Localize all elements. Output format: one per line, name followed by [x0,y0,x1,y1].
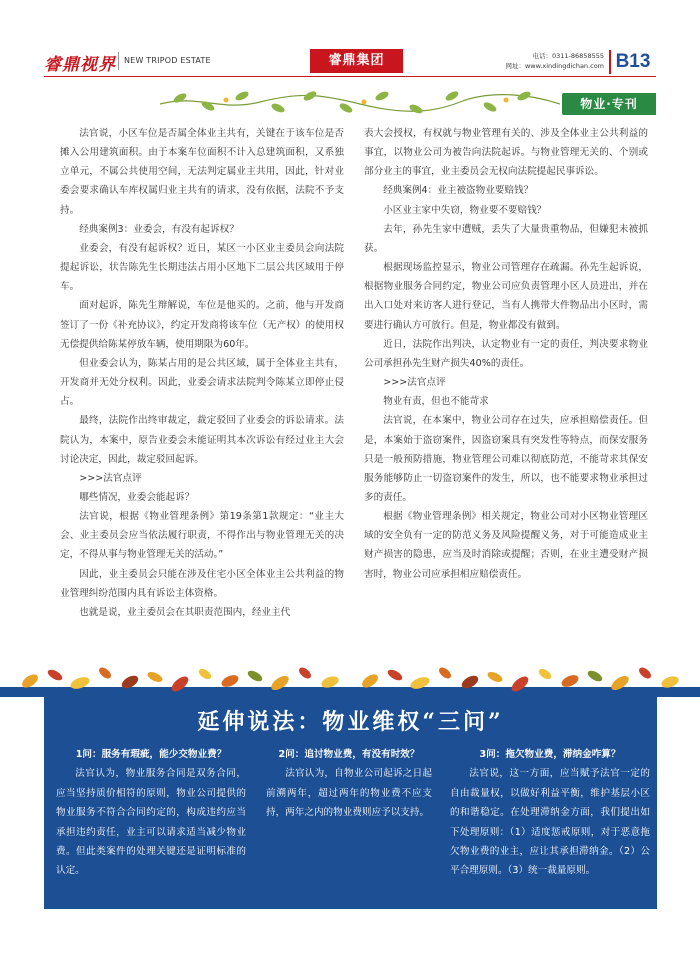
paragraph: 近日，法院作出判决，认定物业有一定的责任，判决要求物业公司承担孙先生财产损失40%的责任。 [364,338,648,369]
paragraph: 法官说，根据《物业管理条例》第19条第1款规定：“业主大会、业主委员会应当依法履行职责，不得作出与物业管理无关的决定，不得从事与物业管理无关的活动。” [60,511,344,561]
question-2 [266,745,432,823]
paragraph: 法官说，在本案中，物业公司存在过失，应承担赔偿责任。但是，本案始于盗窃案件，因盗窃案具有突发性等特点，而保安服务只是一般预防措施，物业管理公司难以彻底防范，不能苛求其保安服务能够防止一切盗窃案件的发生，所以，也不能要求物业承担过多的责任。 [364,415,648,503]
question-3 [450,745,650,881]
paragraph: 根据现场监控显示，物业公司管理存在疏漏。孙先生起诉说，根据物业服务合同约定，物业公司应负责管理小区人员进出，并在出入口处对来访客人进行登记，当有人携带大件物品出小区时，需要进行确认方可放行。但是，物业都没有做到。 [364,262,648,331]
contact-info [498,51,604,71]
question-1 [56,745,246,881]
comment-heading: >>>法官点评 [79,472,142,484]
brand-logo-text: 睿鼎视界 [44,55,116,75]
extension-box [44,695,657,909]
paragraph: 业委会，有没有起诉权？近日，某区一小区业主委员会向法院提起诉讼，状告陈先生长期违法占用小区地下二层公共区域用于停车。 [60,242,344,293]
question-2-heading: 2问：追讨物业费，有没有时效？ [278,749,420,760]
page-header [0,0,700,88]
paragraph: 表大会授权，有权就与物业管理有关的、涉及全体业主公共利益的事宜，以物业公司为被告向法院起诉。与物业管理无关的、个别或部分业主的事宜，业主委员会无权向法院提起民事诉讼。 [364,128,648,178]
question-2-body: 法官认为，自物业公司起诉之日起前溯两年，超过两年的物业费不应支持，两年之内的物业费则应予以支持。 [266,768,432,819]
section-tag: 物业·专刊 [562,93,656,115]
sub-heading: 哪些情况，业委会能起诉？ [79,491,195,503]
sub-heading: 物业有责，但也不能苛求 [383,396,489,408]
paragraph: 法官说，小区车位是否属全体业主共有，关键在于该车位是否摊入公用建筑面积。由于本案车位面积不计入总建筑面积，又系独立单元，不属公共使用空间，无法判定属业主共用，因此，针对业委会要求确认车库权属归业主共有的请求，没有依据，法院不予支持。 [60,128,344,216]
header-rule [44,76,656,77]
paragraph: 根据《物业管理条例》相关规定，物业公司对小区物业管理区域的安全负有一定的防范义务及风险提醒义务，对于可能造成业主财产损害的隐患，应当及时消除或提醒；否则，在业主遭受财产损害时，物业公司应承担相应赔偿责任。 [364,511,648,580]
question-3-heading: 3问：拖欠物业费，滞纳金咋算？ [479,749,621,760]
autumn-leaves-decoration-icon [0,657,700,697]
page-number: B13 [609,50,655,74]
right-column [364,124,648,584]
question-1-body: 法官认为，物业服务合同是双务合同，应当坚持质价相符的原则，物业公司提供的物业服务不符合合同约定的，构成违约应当承担违约责任，业主可以请求适当减少物业费。但此类案件的处理关键还是证明标准的认定。 [56,768,246,877]
paragraph: 因此，业主委员会只能在涉及住宅小区全体业主公共利益的物业管理纠纷范围内具有诉讼主体资格。 [60,568,344,599]
case-heading: 经典案例3：业委会，有没有起诉权？ [79,223,239,235]
paragraph: 但业委会认为，陈某占用的是公共区域，属于全体业主共有，开发商并无处分权利。因此，业委会请求法院判令陈某立即停止侵占。 [60,357,344,408]
paragraph: 去年，孙先生家中遭贼，丢失了大量贵重物品，但嫌犯未被抓获。 [364,223,648,254]
paragraph: 最终，法院作出终审裁定，裁定驳回了业委会的诉讼请求。法院认为，本案中，原告业委会未能证明其本次诉讼有经过业主大会讨论决定，因此，裁定驳回起诉。 [60,415,344,465]
extension-title: 延伸说法：物业维权“三问” [197,709,504,735]
question-1-heading: 1问：服务有瑕疵，能少交物业费？ [75,749,227,760]
sub-heading: 小区业主家中失窃，物业要不要赔钱？ [383,204,547,216]
phone-text: 电话：0311-86858555 [532,52,604,60]
left-column [60,124,344,622]
brand-divider [118,52,119,70]
comment-heading: >>>法官点评 [383,377,446,389]
brand-english: NEW TRIPOD ESTATE [124,56,211,65]
vine-decoration-icon [160,86,560,116]
paragraph: 面对起诉，陈先生辩解说，车位是他买的。之前，他与开发商签订了一份《补充协议》，约定开发商将该车位（无产权）的使用权无偿提供给陈某停放车辆，使用期限为60年。 [60,300,344,350]
question-3-body: 法官说，这一方面，应当赋予法官一定的自由裁量权，以做好利益平衡，维护基层小区的和谐稳定。在处理滞纳金方面，我们提出如下处理原则：（1）适度惩戒原则，对于恶意拖欠物业费的业主，应让其承担滞纳金。（2）公平合理原则。（3）统一裁量原则。 [450,768,650,877]
website-text: 网址：www.xindingdichan.com [505,62,604,70]
case-heading: 经典案例4：业主被盗物业要赔钱？ [383,185,534,197]
group-name-badge: 睿鼎集团 [310,49,403,73]
paragraph: 也就是说，业主委员会在其职责范围内，经业主代 [79,606,291,618]
